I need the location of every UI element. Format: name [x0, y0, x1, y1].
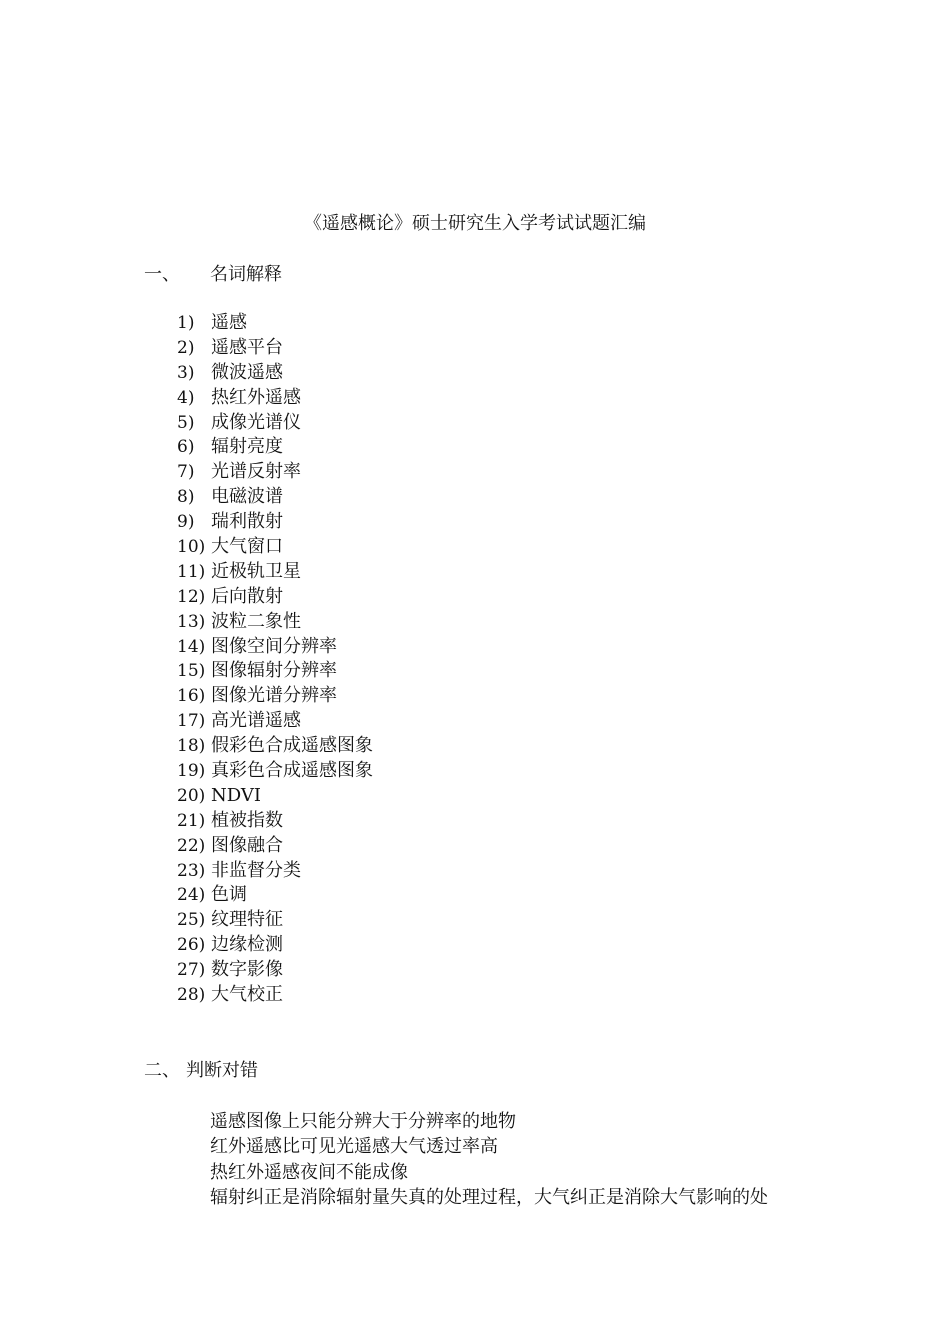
list-item-number: 6) [177, 437, 195, 458]
document-title: 《遥感概论》硕士研究生入学考试试题汇编 [304, 213, 646, 234]
list-item-number: 8) [177, 487, 195, 508]
list-item [177, 635, 373, 660]
list-item-number: 3) [177, 362, 195, 383]
list-item-number: 1) [177, 313, 195, 333]
list-item-term: 高光谱遥感 [211, 710, 301, 732]
list-item [177, 684, 373, 709]
list-item-number: 25) [177, 910, 206, 931]
list-item-term: 光谱反射率 [211, 461, 301, 483]
list-item [177, 784, 373, 809]
statement-item: 遥感图像上只能分辨大于分辨率的地物 [210, 1111, 516, 1132]
statement-item: 辐射纠正是消除辐射量失真的处理过程，大气纠正是消除大气影响的处 [210, 1186, 768, 1208]
list-item-number: 23) [177, 860, 206, 881]
list-item-term: 微波遥感 [211, 361, 283, 383]
list-item-term: 辐射亮度 [211, 436, 283, 458]
list-item [177, 834, 373, 859]
list-item-term: 遥感 [211, 312, 247, 333]
statement-item: 热红外遥感夜间不能成像 [210, 1161, 408, 1183]
list-item-number: 7) [177, 462, 195, 483]
list-item-number: 10) [177, 537, 206, 558]
section-heading-true-false [144, 1059, 258, 1083]
list-item-term: 图像空间分辨率 [211, 635, 337, 657]
list-item [177, 610, 373, 635]
true-false-list [210, 1109, 768, 1210]
statement-item: 红外遥感比可见光遥感大气透过率高 [210, 1136, 498, 1158]
list-item-term: 纹理特征 [211, 909, 283, 931]
list-item-term: NDVI [211, 784, 261, 806]
list-item-term: 热红外遥感 [211, 386, 301, 408]
list-item [177, 908, 373, 933]
list-item [177, 485, 373, 510]
list-item-number: 20) [177, 785, 206, 806]
list-item-number: 28) [177, 985, 206, 1006]
list-item [177, 336, 373, 361]
section-number: 二、 [144, 1060, 180, 1081]
list-item-number: 13) [177, 611, 206, 632]
list-item [177, 983, 373, 1008]
list-item-term: 图像辐射分辨率 [211, 660, 337, 682]
section-title: 名词解释 [210, 264, 282, 285]
list-item [177, 460, 373, 485]
list-item [177, 659, 373, 684]
list-item-number: 22) [177, 835, 206, 856]
list-item [177, 859, 373, 884]
list-item-term: 大气窗口 [211, 536, 283, 558]
list-item-term: 边缘检测 [211, 934, 283, 956]
term-list [177, 311, 373, 1008]
list-item-term: 电磁波谱 [211, 486, 283, 508]
list-item [177, 535, 373, 560]
list-item-term: 后向散射 [211, 585, 283, 607]
list-item-number: 14) [177, 636, 206, 657]
list-item [177, 510, 373, 535]
section-title: 判断对错 [186, 1060, 258, 1081]
list-item-term: 波粒二象性 [211, 610, 301, 632]
list-item-number: 18) [177, 736, 206, 757]
list-item-number: 27) [177, 960, 206, 981]
list-item [177, 933, 373, 958]
list-item [177, 585, 373, 610]
list-item [177, 883, 373, 908]
list-item-number: 17) [177, 711, 206, 732]
list-item-number: 19) [177, 761, 206, 782]
list-item-term: 真彩色合成遥感图象 [211, 760, 373, 782]
list-item-term: 瑞利散射 [211, 511, 283, 533]
list-item-number: 24) [177, 885, 206, 906]
list-item-number: 9) [177, 512, 195, 533]
list-item-number: 12) [177, 586, 206, 607]
list-item [177, 560, 373, 585]
list-item [177, 809, 373, 834]
list-item-term: 遥感平台 [211, 336, 283, 358]
list-item [177, 709, 373, 734]
list-item [177, 361, 373, 386]
section-number: 一、 [144, 264, 180, 285]
list-item-number: 16) [177, 686, 206, 707]
list-item-number: 2) [177, 337, 195, 358]
list-item-term: 植被指数 [211, 809, 283, 831]
list-item [177, 435, 373, 460]
list-item [177, 311, 373, 336]
list-item-number: 4) [177, 387, 195, 408]
list-item-number: 5) [177, 412, 195, 433]
list-item [177, 411, 373, 436]
list-item-term: 图像融合 [211, 834, 283, 856]
list-item-number: 15) [177, 661, 206, 682]
list-item-term: 非监督分类 [211, 859, 301, 881]
list-item [177, 386, 373, 411]
list-item-term: 大气校正 [211, 984, 283, 1006]
list-item-term: 成像光谱仪 [211, 411, 301, 433]
list-item-term: 色调 [211, 884, 247, 906]
section-heading-definitions [144, 263, 282, 287]
list-item-number: 26) [177, 935, 206, 956]
list-item-number: 11) [177, 561, 206, 582]
list-item-term: 数字影像 [211, 959, 283, 981]
list-item [177, 759, 373, 784]
list-item [177, 734, 373, 759]
list-item-number: 21) [177, 810, 206, 831]
list-item-term: 图像光谱分辨率 [211, 685, 337, 707]
list-item [177, 958, 373, 983]
list-item-term: 近极轨卫星 [211, 560, 301, 582]
list-item-term: 假彩色合成遥感图象 [211, 735, 373, 757]
